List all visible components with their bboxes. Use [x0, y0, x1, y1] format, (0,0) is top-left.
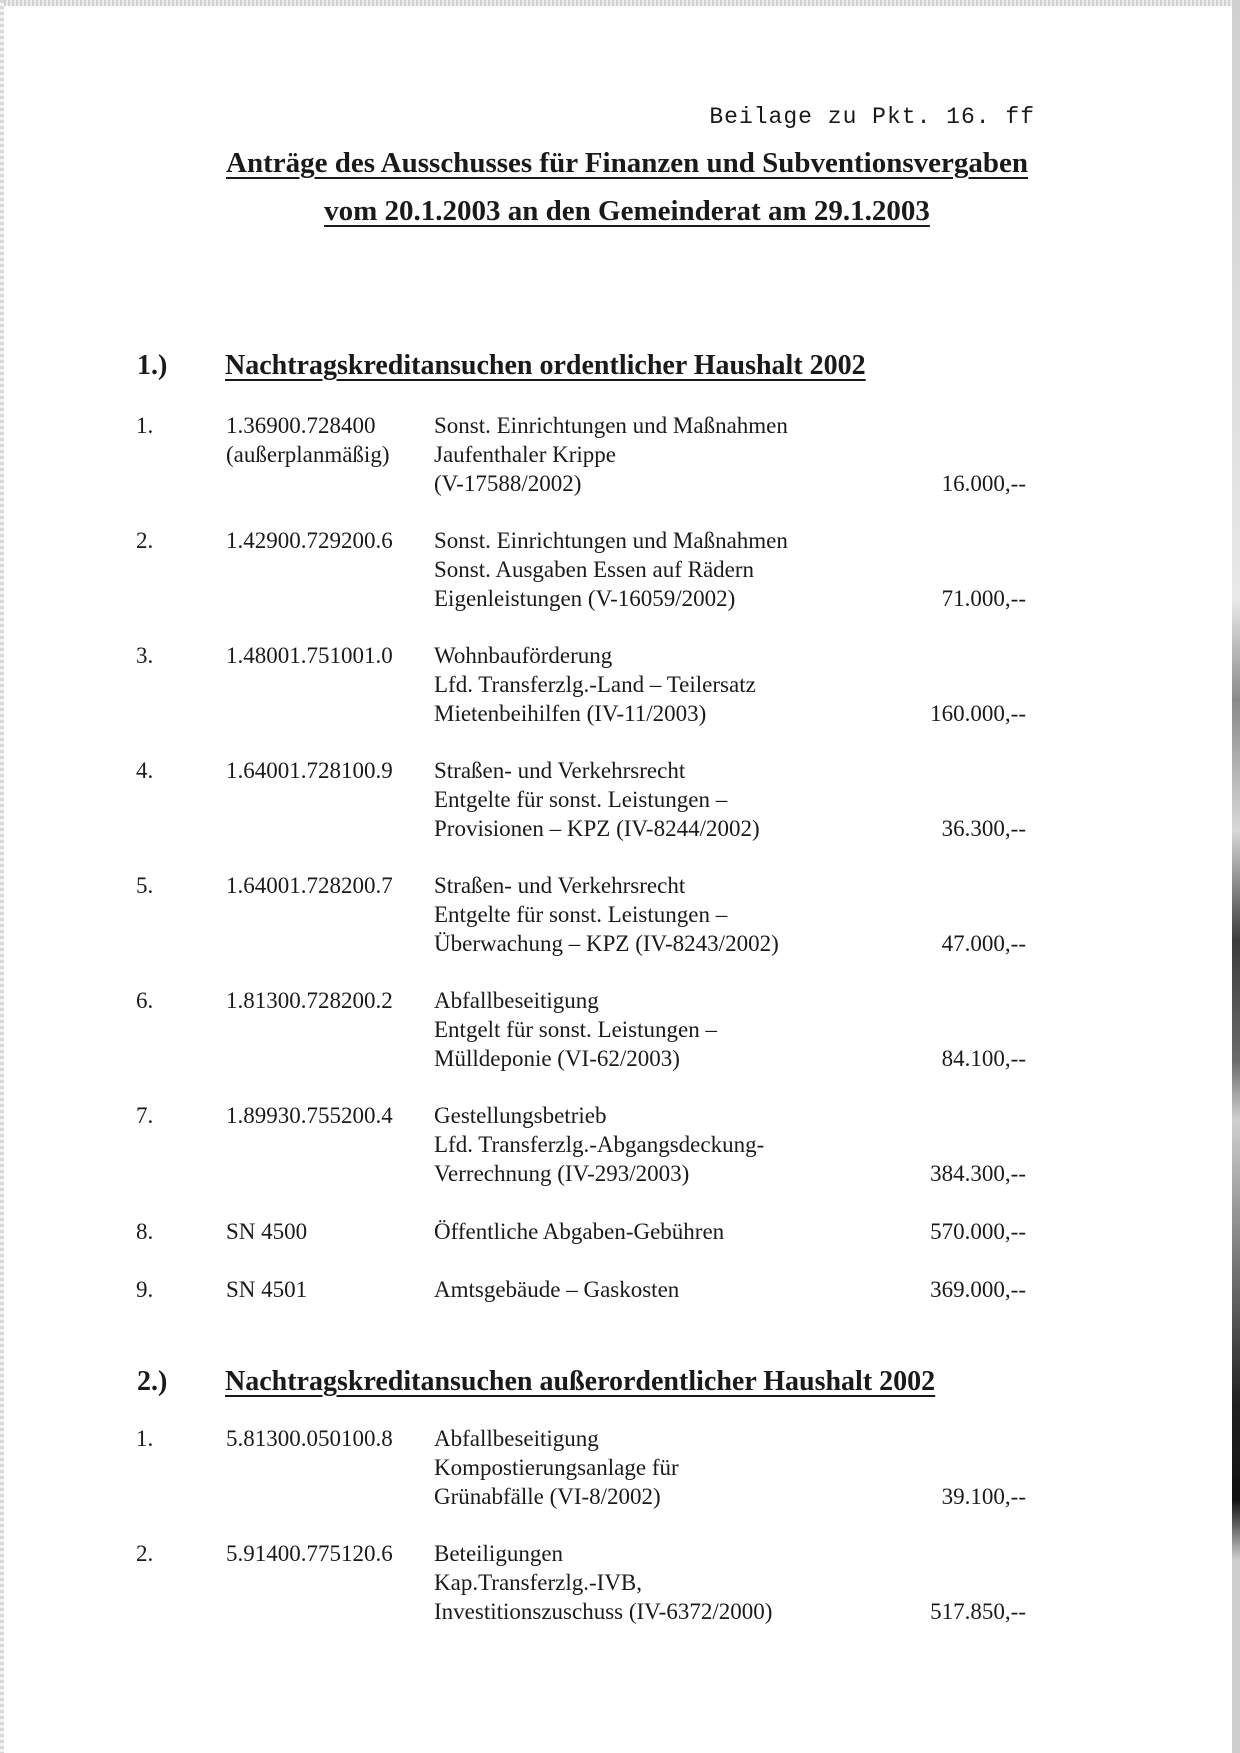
document-title-line-2: vom 20.1.2003 an den Gemeinderat am 29.1.2003 [324, 195, 930, 227]
item-amount: 36.300,-- [941, 816, 1026, 841]
section-2-heading: Nachtragskreditansuchen außerordentlicher Haushalt 2002 [225, 1366, 936, 1397]
account-number: 1.81300.728200.2 [226, 988, 393, 1013]
account-number: 1.64001.728200.7 [226, 873, 393, 898]
account-number: 1.48001.751001.0 [226, 643, 393, 668]
section-2-number: 2.) [137, 1366, 168, 1397]
item-description: Wohnbauförderung Lfd. Transferzlg.-Land – Teilersatz Mietenbeihilfen (IV-11/2003) [434, 643, 756, 726]
scan-edge-top [0, 0, 1240, 6]
item-amount: 570.000,-- [930, 1219, 1026, 1244]
section-1-number: 1.) [137, 350, 168, 381]
item-amount: 384.300,-- [930, 1161, 1026, 1186]
item-amount: 39.100,-- [941, 1484, 1026, 1509]
item-description: Gestellungsbetrieb Lfd. Transferzlg.-Abgangsdeckung- Verrechnung (IV-293/2003) [434, 1103, 765, 1186]
item-number: 2. [136, 528, 154, 553]
item-amount: 160.000,-- [930, 701, 1026, 726]
item-description: Sonst. Einrichtungen und Maßnahmen Sonst. Ausgaben Essen auf Rädern Eigenleistungen (V-16059/2002) [434, 528, 788, 611]
account-number: 5.81300.050100.8 [226, 1426, 393, 1451]
item-description: Abfallbeseitigung Entgelt für sonst. Leistungen – Mülldeponie (VI-62/2003) [434, 988, 717, 1071]
item-amount: 47.000,-- [941, 931, 1026, 956]
item-number: 3. [136, 643, 154, 668]
item-description: Amtsgebäude – Gaskosten [434, 1277, 680, 1302]
scan-edge-left [0, 0, 4, 1753]
account-number: 1.36900.728400 (außerplanmäßig) [226, 413, 390, 467]
item-amount: 369.000,-- [930, 1277, 1026, 1302]
item-number: 8. [136, 1219, 154, 1244]
document-title-line-1: Anträge des Ausschusses für Finanzen und Subventionsvergaben [226, 147, 1028, 179]
item-description: Straßen- und Verkehrsrecht Entgelte für sonst. Leistungen – Überwachung – KPZ (IV-8243/2002) [434, 873, 779, 956]
item-number: 4. [136, 758, 154, 783]
item-number: 2. [136, 1541, 154, 1566]
item-description: Abfallbeseitigung Kompostierungsanlage für Grünabfälle (VI-8/2002) [434, 1426, 679, 1509]
item-description: Beteiligungen Kap.Transferzlg.-IVB, Investitionszuschuss (IV-6372/2000) [434, 1541, 773, 1624]
item-number: 1. [136, 1426, 154, 1451]
account-number: 1.42900.729200.6 [226, 528, 393, 553]
item-number: 6. [136, 988, 154, 1013]
item-description: Straßen- und Verkehrsrecht Entgelte für sonst. Leistungen – Provisionen – KPZ (IV-8244/2002) [434, 758, 760, 841]
item-number: 7. [136, 1103, 154, 1128]
account-number: 1.89930.755200.4 [226, 1103, 393, 1128]
account-number: SN 4500 [226, 1219, 308, 1244]
item-description: Sonst. Einrichtungen und Maßnahmen Jaufenthaler Krippe (V-17588/2002) [434, 413, 788, 496]
section-1-heading: Nachtragskreditansuchen ordentlicher Haushalt 2002 [225, 350, 866, 381]
item-amount: 517.850,-- [930, 1599, 1026, 1624]
account-number: 1.64001.728100.9 [226, 758, 393, 783]
item-number: 9. [136, 1277, 154, 1302]
account-number: SN 4501 [226, 1277, 308, 1302]
item-amount: 71.000,-- [941, 586, 1026, 611]
item-amount: 84.100,-- [941, 1046, 1026, 1071]
item-description: Öffentliche Abgaben-Gebühren [434, 1219, 725, 1244]
attachment-reference: Beilage zu Pkt. 16. ff [709, 104, 1035, 130]
account-number: 5.91400.775120.6 [226, 1541, 393, 1566]
item-number: 5. [136, 873, 154, 898]
item-number: 1. [136, 413, 154, 438]
item-amount: 16.000,-- [941, 471, 1026, 496]
scan-edge-right [1232, 0, 1240, 1753]
